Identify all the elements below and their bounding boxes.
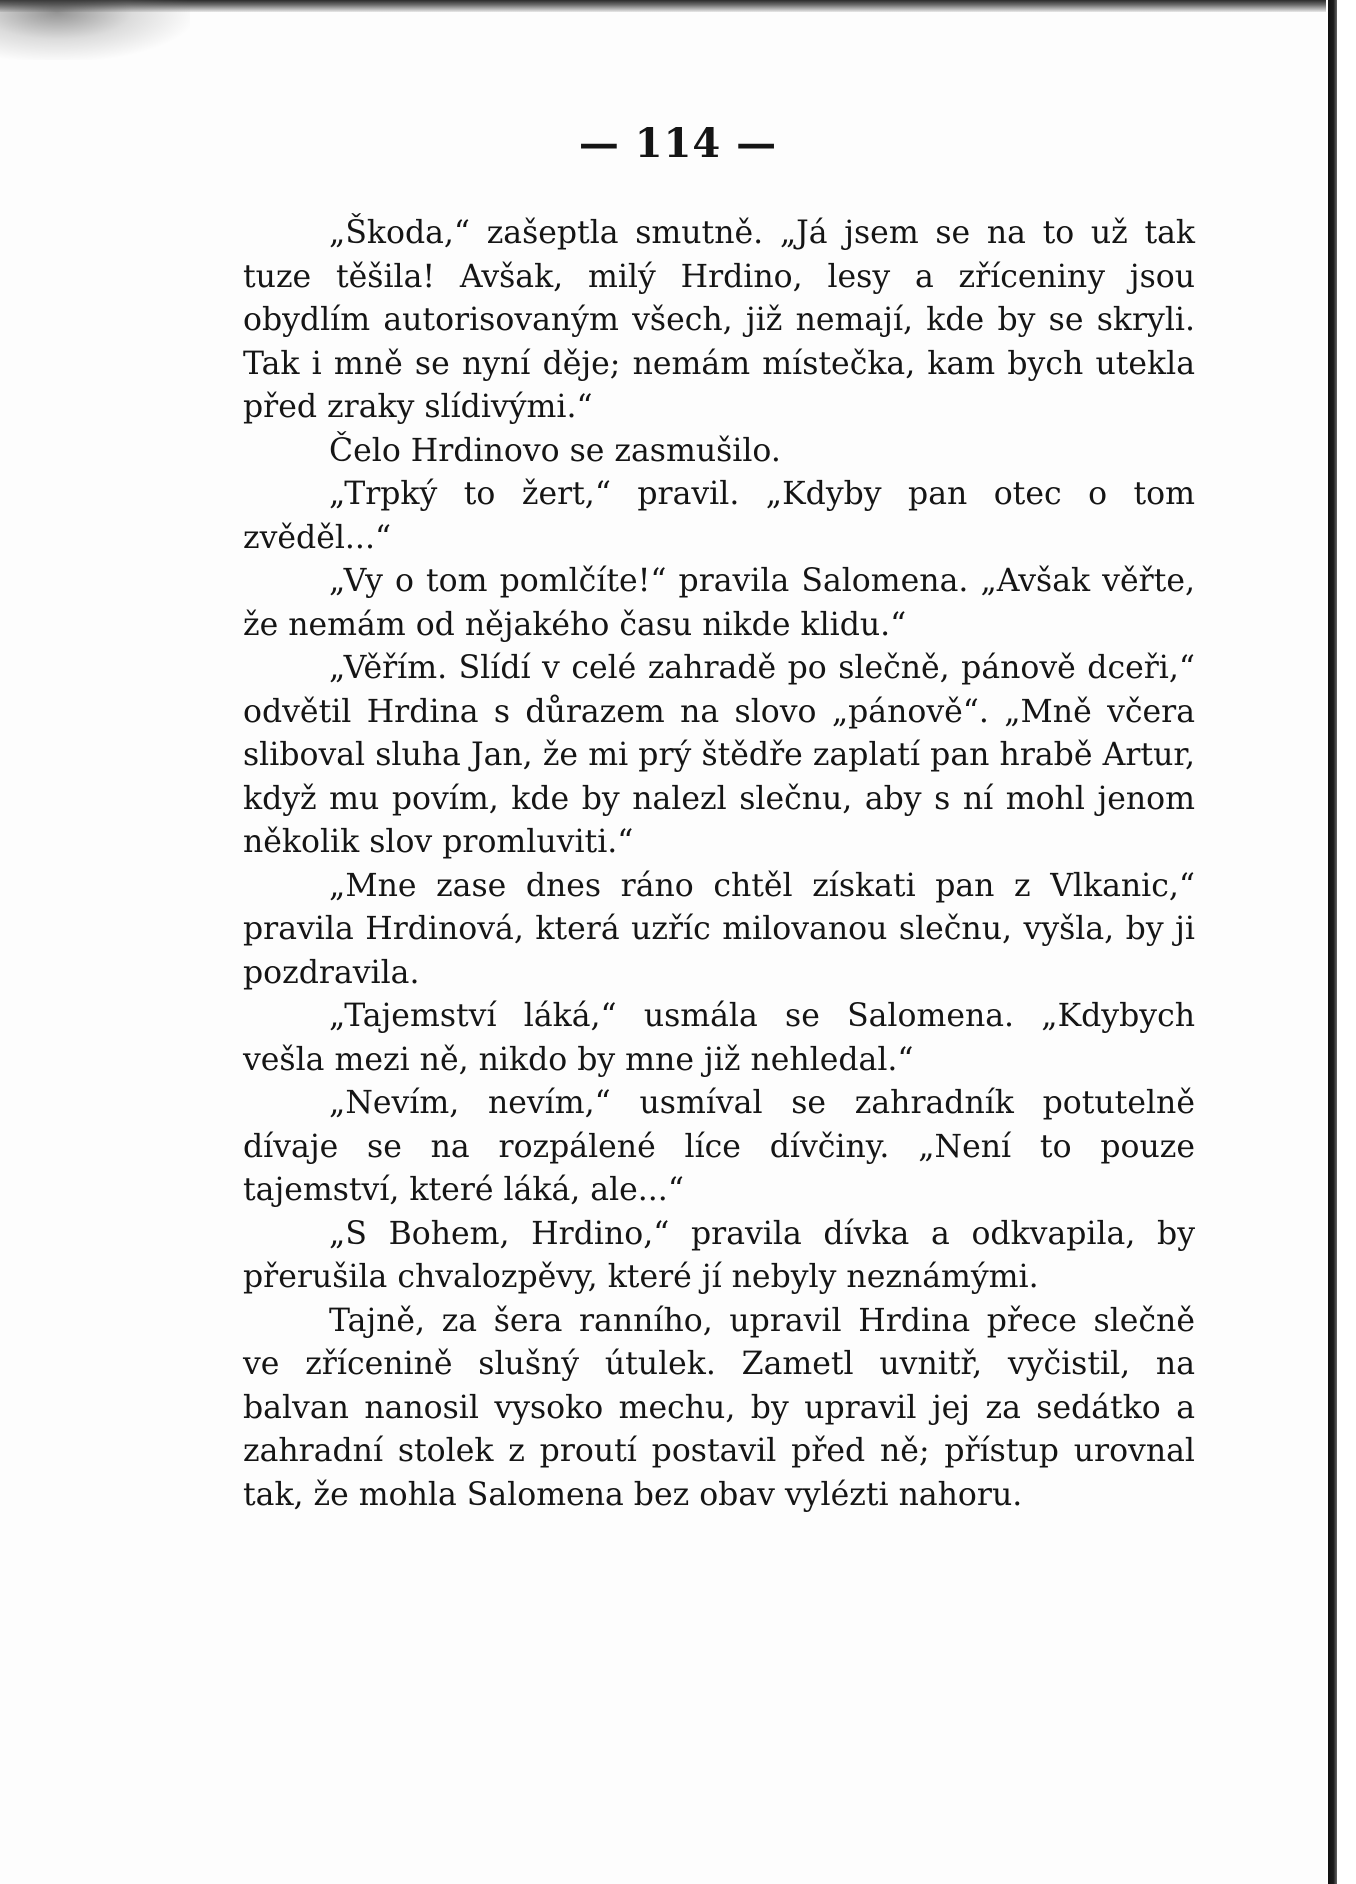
paragraph: „Mne zase dnes ráno chtěl získati pan z Vlkanic,“ pravila Hrdinová, která uzříc milovanou slečnu, vyšla, by ji pozdravila.	[243, 867, 1195, 991]
scan-top-edge	[0, 0, 1356, 12]
page-number: — 114 —	[578, 120, 778, 167]
page-text	[243, 212, 1195, 1517]
paragraph: „Trpký to žert,“ pravil. „Kdyby pan otec o tom zvěděl...“	[243, 476, 1195, 556]
paragraph: „Věřím. Slídí v celé zahradě po slečně, pánově dceři,“ odvětil Hrdina s důrazem na slovo „pánově“. „Mně včera sliboval sluha Jan, že mi prý štědře zaplatí pan hrabě Artur, když mu povím, kde by nalezl slečnu, aby s ní mohl jenom několik slov promluviti.“	[243, 650, 1195, 860]
paragraph: „Tajemství láká,“ usmála se Salomena. „Kdybych vešla mezi ně, nikdo by mne již nehledal.“	[243, 998, 1195, 1078]
scan-right-edge-shadow	[1328, 0, 1337, 1884]
paragraph: „Škoda,“ zašeptla smutně. „Já jsem se na to už tak tuze těšila! Avšak, milý Hrdino, lesy a zříceniny jsou obydlím autorisovaným všech, již nemají, kde by se skryli. Tak i mně se nyní děje; nemám místečka, kam bych utekla před zraky slídivými.“	[243, 215, 1195, 425]
paragraph: Tajně, za šera ranního, upravil Hrdina přece slečně ve zřícenině slušný útulek. Zametl uvnitř, vyčistil, na balvan nanosil vysoko mechu, by upravil jej za sedátko a zahradní stolek z proutí postavil před ně; přístup urovnal tak, že mohla Salomena bez obav vylézti nahoru.	[243, 1302, 1195, 1513]
paragraph: „Vy o tom pomlčíte!“ pravila Salomena. „Avšak věřte, že nemám od nějakého času nikde klidu.“	[243, 563, 1195, 643]
scan-smudge	[0, 0, 190, 60]
paragraph: „Nevím, nevím,“ usmíval se zahradník potutelně dívaje se na rozpálené líce dívčiny. „Není to pouze tajemství, které láká, ale...“	[243, 1085, 1195, 1208]
paragraph: Čelo Hrdinovo se zasmušilo.	[329, 432, 781, 469]
paragraph: „S Bohem, Hrdino,“ pravila dívka a odkvapila, by přerušila chvalozpěvy, které jí nebyly neznámými.	[243, 1215, 1195, 1295]
